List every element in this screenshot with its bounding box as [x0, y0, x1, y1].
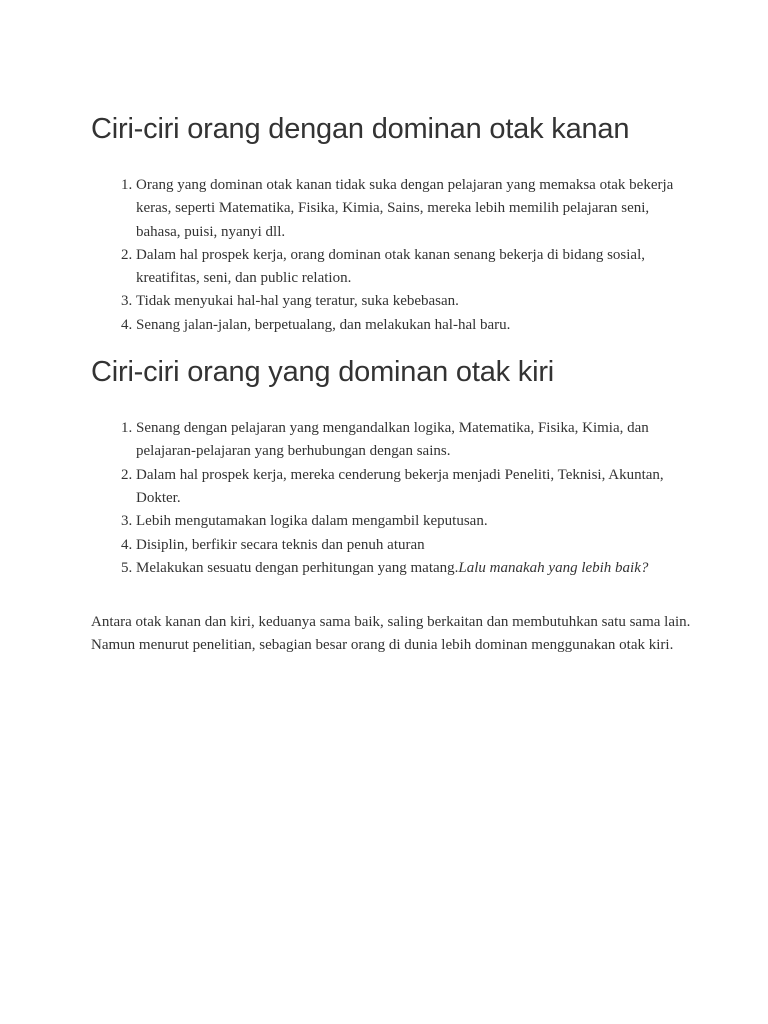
list-item — [136, 557, 691, 580]
list-item: 3. Lebih mengutamakan logika dalam mengambil keputusan. — [136, 510, 691, 533]
list-item: 1. Orang yang dominan otak kanan tidak suka dengan pelajaran yang memaksa otak bekerja keras, seperti Matematika, Fisika, Kimia, Sains, mereka lebih memilih pelajaran seni, bahasa, puisi, nyanyi dll. — [136, 174, 691, 244]
document-page — [91, 108, 691, 658]
conclusion-paragraph: Antara otak kanan dan kiri, keduanya sama baik, saling berkaitan dan membutuhkan satu sama lain. Namun menurut penelitian, sebagian besar orang di dunia lebih dominan menggunakan otak kiri. — [91, 614, 691, 654]
list-item: 3. Tidak menyukai hal-hal yang teratur, suka kebebasan. — [136, 290, 691, 313]
list-item: 4. Senang jalan-jalan, berpetualang, dan melakukan hal-hal baru. — [136, 314, 691, 337]
list-item: 4. Disiplin, berfikir secara teknis dan penuh aturan — [136, 534, 691, 557]
italic-question: Lalu manakah yang lebih baik? — [458, 559, 649, 576]
list-item-text: Melakukan sesuatu dengan perhitungan yang matang. — [136, 559, 459, 576]
section-heading-left-brain: Ciri-ciri orang yang dominan otak kiri — [91, 356, 555, 389]
section-heading-right-brain: Ciri-ciri orang dengan dominan otak kanan — [91, 113, 630, 145]
right-brain-list — [91, 174, 691, 337]
list-item: 2. Dalam hal prospek kerja, orang dominan otak kanan senang bekerja di bidang sosial, kreatifitas, seni, dan public relation. — [136, 244, 691, 291]
left-brain-list — [91, 417, 691, 580]
list-item: 2. Dalam hal prospek kerja, mereka cenderung bekerja menjadi Peneliti, Teknisi, Akuntan, Dokter. — [136, 464, 691, 511]
list-item: 1. Senang dengan pelajaran yang mengandalkan logika, Matematika, Fisika, Kimia, dan pelajaran-pelajaran yang berhubungan dengan sains. — [136, 417, 691, 464]
